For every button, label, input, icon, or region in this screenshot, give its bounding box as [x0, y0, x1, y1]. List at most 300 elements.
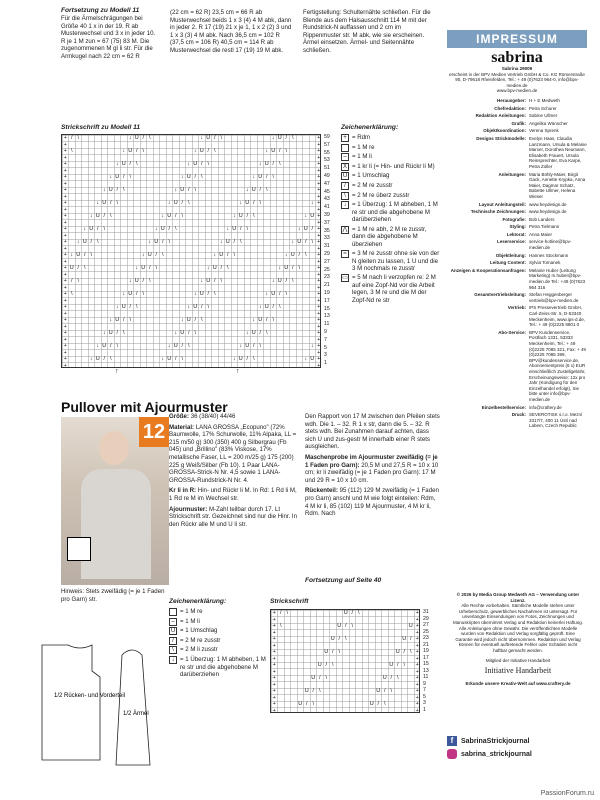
- chart-symbol: ↓: [193, 291, 197, 297]
- chart-symbol: +: [272, 662, 276, 668]
- legend-symbol-icon: ▭: [342, 275, 348, 282]
- chart-symbol: \: [285, 148, 288, 154]
- chart-symbol: ↓: [148, 239, 152, 245]
- legend-text: = 5 M nach li verzopfen re: 2 M auf eine Zopf-Nd vor die Arbeit legen, 3 M re und die M der Zopf-Nd re str: [352, 274, 436, 305]
- pattern-paragraph: [169, 424, 299, 485]
- chart2-row-number: 13: [423, 667, 429, 674]
- impressum-entry: [447, 217, 587, 223]
- chart1-row-number: 57: [324, 141, 330, 148]
- legend2: [169, 598, 269, 680]
- chart-symbol: U: [115, 317, 120, 323]
- chart-symbol: ↓: [96, 343, 100, 349]
- legend-item: [341, 192, 441, 200]
- chart-symbol: \: [403, 662, 406, 668]
- chart-symbol: \: [351, 623, 354, 629]
- chart-symbol: \: [96, 239, 99, 245]
- continuation-text-2: (22 cm = 62 R) 23,5 cm = 66 R ab Musterwechsel beids 1 x 3 (4) 4 M abk, dann in jeder 2. R 17 (19) 21 x je 1, 1 x 2 (2) 3 und 1 x 3 (3) 4 M abk. Nach 36,5 cm = 102 R (37,5 cm = 106 R) 40,5 cm = 114 R ab Musterwechsel die restl 17 (19) 19 M abk.: [170, 9, 292, 54]
- chart-symbol: /: [233, 239, 236, 245]
- chart-symbol: ↓: [109, 317, 113, 323]
- chart-symbol: /: [279, 610, 282, 616]
- legend-item: [341, 182, 441, 190]
- chart-symbol: \: [103, 226, 106, 232]
- chart-symbol: /: [168, 226, 171, 232]
- chart-symbol: U: [317, 662, 322, 668]
- impressum-entry: [447, 239, 587, 250]
- chart-symbol: /: [298, 252, 301, 258]
- chart-symbol: /: [116, 330, 119, 336]
- chart-symbol: /: [83, 252, 86, 258]
- chart-symbol: /: [135, 148, 138, 154]
- impressum-value: Petra Schurer: [529, 105, 557, 111]
- chart2-row-number: 11: [423, 674, 429, 680]
- chart-symbol: /: [135, 291, 138, 297]
- chart-symbol: /: [77, 265, 80, 271]
- impressum-entry: [447, 292, 587, 303]
- impressum-label: Objektkoordination:: [483, 128, 526, 134]
- impressum-entry: [447, 98, 587, 104]
- legend-text: = 1 kr li (= Hin- und Rückr li M): [352, 162, 435, 170]
- legend-text: = 3 M re zusstr ohne sie von der N gleiten zu lassen, 1 U und die 3 M nochmals re zusstr: [352, 249, 440, 273]
- publisher-info: erscheint in der BPV Medien Vertrieb GmbH & Co. KG Römerstraße 90, D-79618 Rheinfelden, Tel.: + 49 (0)7623 964-0, info@bpv-medien.de: [449, 71, 585, 88]
- legend-item: [169, 646, 269, 654]
- impressum-value: Melanie Huber (Leitung Marketing) m.huber@bpv-medien.de Tel.: +49 (0)7623 964 316: [529, 267, 586, 290]
- chart-symbol: \: [142, 148, 145, 154]
- chart1-row-number: 11: [324, 321, 330, 328]
- chart-symbol: /: [304, 239, 307, 245]
- facebook-icon: f: [447, 736, 457, 746]
- chart-symbol: +: [317, 154, 321, 161]
- chart-symbol: \: [304, 252, 307, 258]
- chart-symbol: +: [63, 362, 67, 369]
- chart1-row-number: 25: [324, 266, 330, 273]
- model-face: [99, 431, 129, 465]
- impressum-value: Sabine Ullmer: [529, 113, 558, 119]
- pattern-number-badge: 12: [139, 417, 169, 447]
- chart2-row-number: 29: [423, 615, 429, 622]
- chart-symbol: ↓: [135, 265, 139, 271]
- legend1-title: Zeichenerklärung:: [341, 124, 399, 131]
- chart-symbol: +: [63, 213, 67, 219]
- chart-symbol: \: [220, 278, 223, 284]
- social-instagram[interactable]: [447, 749, 587, 759]
- legend-symbol-icon: /: [169, 637, 177, 645]
- impressum-entry: [447, 330, 587, 403]
- chart-symbol: +: [415, 636, 419, 642]
- legend-text: = 2 M re überz zusstr: [352, 191, 410, 199]
- chart-symbol: +: [317, 213, 321, 219]
- chart-symbol: /: [116, 187, 119, 193]
- chart1-row-number: 33: [324, 235, 330, 242]
- impressum-value: Stefan Heggenberger vertrieb@bpv-medien.de: [529, 292, 579, 303]
- chart1-row-number: 5: [324, 344, 327, 351]
- chart-symbol: +: [317, 167, 321, 174]
- chart-symbol: ↓: [271, 135, 275, 141]
- chart1-row-number: 45: [324, 188, 330, 195]
- chart-symbol: \: [181, 213, 184, 219]
- chart-symbol: ↓: [187, 304, 191, 310]
- chart-symbol: ↓: [174, 187, 178, 193]
- model-sweater: [81, 469, 151, 579]
- chart-symbol: ↓: [180, 317, 184, 323]
- chart-symbol: ↓: [310, 343, 314, 349]
- chart-symbol: U: [180, 187, 185, 193]
- back-front-piece: [42, 645, 100, 760]
- chart-symbol: \: [135, 161, 138, 167]
- chart-symbol: /: [207, 148, 210, 154]
- chart-symbol: +: [272, 629, 276, 636]
- impressum-label: Leserservice:: [496, 239, 526, 245]
- chart-symbol: +: [317, 278, 321, 284]
- pattern-paragraph-heading: Größe:: [169, 413, 189, 420]
- chart-symbol: \: [207, 161, 210, 167]
- legend-item: [341, 163, 441, 171]
- chart-symbol: ↓: [122, 148, 126, 154]
- chart-symbol: /: [142, 278, 145, 284]
- chart-symbol: U: [330, 636, 335, 642]
- chart-symbol: ↓: [187, 161, 191, 167]
- chart-symbol: ↓: [141, 252, 145, 258]
- chart-symbol: U: [310, 213, 315, 219]
- repeat-arrow-right-icon: ↑: [236, 368, 240, 375]
- pattern-paragraph-heading: Maschenprobe im Ajourmuster zweifädig (= je 1 Faden pro Garn):: [305, 453, 438, 469]
- pattern-col-1: [169, 413, 299, 531]
- chart-symbol: \: [181, 356, 184, 362]
- chart-symbol: /: [103, 356, 106, 362]
- impressum-entry: [447, 121, 587, 127]
- chart-symbol: +: [63, 356, 67, 362]
- chart1-row-number: 15: [324, 305, 330, 312]
- chart-symbol: \: [168, 239, 171, 245]
- legend-symbol-icon: ≈: [341, 250, 349, 258]
- brand-block: [447, 50, 587, 94]
- chart-symbol: \: [207, 304, 210, 310]
- impressum-label: Layout Anleitungsteil:: [478, 201, 526, 207]
- chart-symbol: \: [122, 330, 125, 336]
- chart-symbol: ↓: [115, 161, 119, 167]
- chart-symbol: \: [77, 278, 80, 284]
- legend-symbol-icon: X: [342, 163, 347, 170]
- chart-symbol: U: [245, 343, 250, 349]
- chart-symbol: ↓: [239, 200, 243, 206]
- chart1-row-number: 31: [324, 243, 330, 250]
- chart-symbol: U: [337, 623, 342, 629]
- legend-text: = 2 M li zusstr: [180, 646, 218, 654]
- legend-text: = 1 Überzug: 1 M abheben, 1 M re str und die abgehobene M darüberziehen: [352, 201, 438, 224]
- continuation-col-2: [170, 9, 294, 55]
- publisher-web[interactable]: www.bpv-medien.de: [496, 88, 538, 94]
- chart-symbol: ↓: [239, 343, 243, 349]
- impressum-label: Objektleitung:: [495, 252, 526, 258]
- chart1-row-number: 41: [324, 204, 330, 211]
- impressum-entry: [447, 136, 587, 170]
- chart1-row-number: 47: [324, 180, 330, 187]
- impressum-value: www.heydesign.de: [529, 201, 567, 207]
- chart-symbol: U: [167, 213, 172, 219]
- chart-symbol: ↓: [89, 356, 93, 362]
- continuation-heading: Fortsetzung zu Modell 11: [61, 7, 140, 14]
- legend-text: = 2 M re zusstr: [352, 181, 393, 189]
- chart-symbol: /: [252, 200, 255, 206]
- chart-symbol: +: [272, 610, 276, 616]
- chart-symbol: \: [200, 174, 203, 180]
- chart-symbol: U: [343, 610, 348, 616]
- legend-text: = 1 Überzug: 1 M abheben, 1 M re str und die abgehobene M darüberziehen: [180, 655, 266, 679]
- legend-symbol-icon: U: [170, 628, 176, 635]
- legend-item: [341, 172, 441, 180]
- impressum-value: SEVEROTISK s.r.o. Mezní 3317/7, 400 11 Ústí nad Labem, Czech Republic: [529, 412, 583, 429]
- chart-symbol: ↓: [109, 174, 113, 180]
- chart-symbol: +: [415, 688, 419, 694]
- chart-symbol: /: [285, 135, 288, 141]
- impressum-label: Lektorat:: [506, 231, 526, 237]
- chart-symbol: +: [317, 356, 321, 362]
- chart-symbol: /: [200, 161, 203, 167]
- chart-symbol: +: [63, 245, 67, 252]
- chart-symbol: U: [310, 356, 315, 362]
- chart-symbol: \: [174, 226, 177, 232]
- chart-symbol: /: [312, 688, 315, 694]
- impressum-value: Petra Tielmann: [529, 224, 560, 230]
- chart-symbol: U: [121, 161, 126, 167]
- chart-symbol: \: [148, 135, 151, 141]
- chart-symbol: U: [134, 278, 139, 284]
- chart-symbol: U: [264, 161, 269, 167]
- footer-watermark: PassionForum.ru: [540, 790, 594, 797]
- legend-symbol-icon: –: [169, 618, 177, 626]
- chart-symbol: +: [63, 167, 67, 174]
- chart2-row-numbers: [423, 609, 438, 713]
- chart-symbol: +: [317, 180, 321, 187]
- chart-symbol: /: [70, 135, 73, 141]
- chart-symbol: U: [395, 649, 400, 655]
- chart-symbol: /: [213, 135, 216, 141]
- chart-symbol: +: [63, 219, 67, 226]
- chart-symbol: /: [109, 200, 112, 206]
- chart-symbol: U: [324, 649, 329, 655]
- chart-symbol: /: [390, 675, 393, 681]
- chart-symbol: ↓: [102, 330, 106, 336]
- continuation-col-1: [61, 7, 161, 61]
- chart-symbol: +: [272, 655, 276, 662]
- impressum-label: Fotografie:: [502, 216, 526, 222]
- chart-symbol: ↓: [278, 265, 282, 271]
- chart-symbol: +: [272, 681, 276, 688]
- chart-symbol: +: [415, 616, 419, 623]
- chart-symbol: +: [63, 278, 67, 284]
- chart-symbol: \: [252, 213, 255, 219]
- chart-symbol: \: [409, 649, 412, 655]
- legend-item: [341, 144, 441, 152]
- chart-symbol: \: [122, 187, 125, 193]
- chart-symbol: +: [317, 193, 321, 200]
- chart-symbol: +: [415, 649, 419, 655]
- brand-sub: Sabrina 29009: [501, 66, 533, 71]
- pattern-paragraph-text: Hin- und Rückr li M. In Rd: 1 Rd li M, 1 Rd re M im Wechsel str.: [169, 487, 297, 502]
- chart-symbol: +: [317, 239, 321, 245]
- chart-symbol: +: [317, 336, 321, 343]
- chart1-row-number: 55: [324, 149, 330, 156]
- chart-symbol: ↓: [161, 213, 165, 219]
- chart-symbol: +: [415, 623, 419, 629]
- social-facebook[interactable]: [447, 736, 587, 746]
- chart-symbol: /: [305, 701, 308, 707]
- chart2-row-number: 9: [423, 680, 426, 687]
- impressum-entry: [447, 405, 587, 411]
- chart-symbol: /: [122, 174, 125, 180]
- chart-symbol: +: [317, 265, 321, 271]
- chart-symbol: U: [76, 252, 81, 258]
- chart1-row-number: 1: [324, 360, 327, 367]
- finishing-text: Fertigstellung: Schulternähte schließen. Für die Blende aus dem Halsausschnitt 114 M mit der Rundstrick-N auffassen und 2 cm im Rippenmuster str. M abk, wie sie erscheinen. Ärmel einsetzen. Ärmel- und Seitennähte schließen.: [303, 9, 431, 54]
- chart-symbol: U: [389, 662, 394, 668]
- chart-symbol: ↓: [180, 174, 184, 180]
- chart-symbol: \: [338, 649, 341, 655]
- chart-symbol: +: [317, 343, 321, 349]
- chart1-row-number: 51: [324, 165, 330, 172]
- chart-symbol: U: [311, 675, 316, 681]
- chart1-row-number: 43: [324, 196, 330, 203]
- legend-symbol-icon: \: [169, 646, 177, 654]
- chart-symbol: +: [63, 187, 67, 193]
- chart1-row-number: 35: [324, 227, 330, 234]
- chart-symbol: ↓: [265, 148, 269, 154]
- chart1-row-number: 27: [324, 258, 330, 265]
- chart2-row-number: 19: [423, 648, 429, 654]
- chart-symbol: /: [226, 252, 229, 258]
- chart-symbol: U: [206, 278, 211, 284]
- chart-symbol: +: [63, 258, 67, 265]
- legend-text: = 1 Umschlag: [352, 172, 390, 180]
- chart-symbol: +: [272, 675, 276, 681]
- chart-symbol: \: [90, 252, 93, 258]
- chart-symbol: \: [213, 148, 216, 154]
- chart-symbol: U: [102, 200, 107, 206]
- pattern-paragraph-heading: Rückenteil:: [305, 487, 338, 495]
- chart-symbol: +: [272, 649, 276, 655]
- chart-symbol: \: [116, 343, 119, 349]
- chart1-row-number: 59: [324, 134, 330, 140]
- chart-symbol: ↓: [297, 226, 301, 232]
- chart-symbol: U: [193, 161, 198, 167]
- chart-symbol: U: [121, 304, 126, 310]
- pattern-paragraph-text: LANA GROSSA „Ecopuno" (72% Baumwolle, 17% Schurwolle, 11% Alpaka, LL = 215 m/50 g) 300 (350) 400 g Silbergrau (Fb 045) und „Brillino" (83% Viskose, 17% metallische Faser, LL = 200 m/25 g) 175 (200) 225 g Weiß/Silber (Fb 10). 1 Paar LANA-GROSSA-Strick-N Nr. 4,5 sowie 1 LANA-GROSSA-Rundstrick-N Nr. 4.: [169, 423, 297, 484]
- craftery-link[interactable]: Erkunde unsere Kreativ-Welt auf www.craftery.de: [465, 681, 571, 687]
- chart-symbol: +: [63, 297, 67, 304]
- chart-symbol: \: [148, 278, 151, 284]
- chart-symbol: \: [265, 330, 268, 336]
- chart-symbol: U: [115, 174, 120, 180]
- pattern-paragraph: [169, 506, 299, 529]
- chart-symbol: +: [63, 265, 67, 271]
- chart-symbol: ↓: [258, 304, 262, 310]
- chart-symbol: ↓: [128, 278, 132, 284]
- chart-symbol: /: [272, 161, 275, 167]
- chart-symbol: +: [415, 707, 419, 714]
- impressum-entry: [447, 305, 587, 327]
- chart-symbol: /: [174, 213, 177, 219]
- brand-logo: sabrina: [491, 49, 543, 66]
- chart-symbol: U: [95, 356, 100, 362]
- chart-symbol: U: [173, 200, 178, 206]
- chart-symbol: ↓: [284, 252, 288, 258]
- chart-symbol: \: [383, 701, 386, 707]
- chart-symbol: +: [317, 232, 321, 239]
- legend-item: [341, 134, 441, 142]
- chart-symbol: +: [63, 330, 67, 336]
- chart2-title: Strickschrift: [270, 598, 309, 605]
- chart-symbol: \: [226, 265, 229, 271]
- chart-symbol: +: [63, 154, 67, 161]
- chart2-row-number: 7: [423, 687, 426, 693]
- legend-text: = Rdm: [352, 134, 371, 141]
- chart-symbol: +: [317, 310, 321, 317]
- chart-symbol: ↓: [167, 343, 171, 349]
- chart-symbol: \: [83, 265, 86, 271]
- impressum-value: Angelika Wünscher: [529, 120, 568, 126]
- legend-item: [341, 153, 441, 161]
- back-label: 1/2 Rücken- und Vorderteil: [54, 693, 126, 699]
- chart-symbol: +: [272, 694, 276, 701]
- chart-symbol: \: [259, 343, 262, 349]
- legend-text: = 2 M re zusstr: [180, 636, 221, 644]
- chart1-row-number: 7: [324, 336, 327, 343]
- pattern-paragraph: [169, 413, 299, 421]
- legend-item: [169, 618, 269, 626]
- initiative-logo: Initiative Handarbeit: [484, 666, 552, 676]
- legend-text: = 1 M re: [180, 608, 203, 615]
- legend-text: = 1 M li: [352, 153, 372, 161]
- chart-symbol: U: [232, 226, 237, 232]
- chart-symbol: /: [403, 649, 406, 655]
- chart-symbol: U: [408, 623, 413, 629]
- chart2-row-number: 1: [423, 706, 426, 713]
- chart-symbol: \: [155, 265, 158, 271]
- legend-symbol-icon: U: [342, 173, 348, 180]
- chart-symbol: ↓: [193, 148, 197, 154]
- qr-code-icon[interactable]: [67, 537, 91, 561]
- impressum-label: Technische Zeichnungen:: [470, 209, 526, 215]
- chart-symbol: +: [317, 245, 321, 252]
- chart-symbol: U: [199, 291, 204, 297]
- chart-symbol: +: [415, 668, 419, 675]
- impressum-entry: [447, 172, 587, 200]
- chart-symbol: ↓: [70, 252, 74, 258]
- chart-symbol: U: [298, 701, 303, 707]
- chart-symbol: U: [147, 252, 152, 258]
- chart-symbol: U: [303, 226, 308, 232]
- chart-symbol: +: [317, 200, 321, 206]
- chart-symbol: U: [154, 239, 159, 245]
- chart-symbol: U: [271, 148, 276, 154]
- chart-symbol: +: [63, 252, 67, 258]
- chart-symbol: U: [186, 174, 191, 180]
- chart-symbol: ↓: [200, 135, 204, 141]
- chart-symbol: /: [207, 291, 210, 297]
- chart1-row-number: 23: [324, 274, 330, 281]
- hinweis-text: Hinweis: Stets zweifädig (= je 1 Faden pro Garn) str.: [61, 588, 165, 603]
- chart-symbol: U: [108, 187, 113, 193]
- impressum-entries: [447, 98, 587, 431]
- chart-symbol: ↓: [154, 226, 158, 232]
- chart2-row-number: 5: [423, 693, 426, 700]
- chart-symbol: +: [317, 252, 321, 258]
- chart-symbol: \: [390, 688, 393, 694]
- chart-symbol: U: [369, 701, 374, 707]
- impressum-entry: [447, 268, 587, 290]
- chart-symbol: +: [63, 180, 67, 187]
- sleeve-piece: [116, 650, 150, 765]
- chart-symbol: \: [325, 675, 328, 681]
